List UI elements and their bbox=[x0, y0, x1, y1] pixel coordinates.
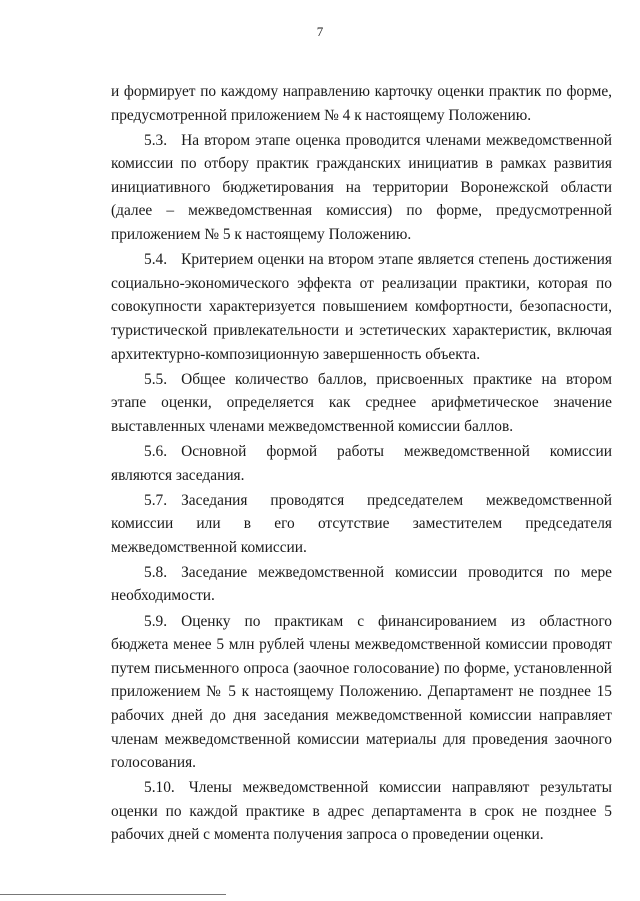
paragraph-5-6 bbox=[111, 440, 612, 487]
paragraph-number: 5.7. bbox=[144, 491, 168, 509]
paragraph-number: 5.8. bbox=[144, 563, 168, 581]
paragraph-text: Оценку по практикам с финансированием из областного бюджета менее 5 млн рублей члены межведомственной комиссии проводят путем письменного опроса (заочное голосование) по форме, установленной приложением № 5 к настоящему Положению. Департамент не позднее 15 рабочих дней до дня заседания межведомственной комиссии направляет членам межведомственной комиссии материалы для проведения заочного голосования. bbox=[111, 612, 612, 772]
paragraph-5-8 bbox=[111, 561, 612, 608]
paragraph-number: 5.3. bbox=[144, 131, 168, 149]
paragraph-5-3 bbox=[111, 129, 612, 247]
scan-edge-line bbox=[0, 894, 226, 895]
paragraph-text: Основной формой работы межведомственной комиссии являются заседания. bbox=[111, 442, 612, 484]
paragraph-number: 5.10. bbox=[144, 779, 175, 797]
document-body bbox=[111, 80, 612, 849]
paragraph-text: Критерием оценки на втором этапе является степень достижения социально-экономического эффекта от реализации практики, которая по совокупности характеризуется повышением комфортности, безопасности, туристической привлекательности и эстетических характеристик, включая архитектурно-композиционную завершенность объекта. bbox=[111, 251, 612, 363]
paragraph-5-7 bbox=[111, 489, 612, 560]
paragraph-5-10 bbox=[111, 776, 612, 847]
paragraph-5-4 bbox=[111, 248, 612, 366]
paragraph-text: Заседание межведомственной комиссии проводится по мере необходимости. bbox=[111, 563, 612, 605]
page-number: 7 bbox=[316, 24, 324, 39]
paragraph-5-5 bbox=[111, 368, 612, 439]
paragraph-number: 5.9. bbox=[144, 612, 168, 630]
paragraph-number: 5.6. bbox=[144, 442, 168, 460]
paragraph-text: На втором этапе оценка проводится членами межведомственной комиссии по отбору практик гражданских инициатив в рамках развития инициативного бюджетирования на территории Воронежской области (далее – межведомственная комиссия) по форме, предусмотренной приложением № 5 к настоящему Положению. bbox=[111, 131, 612, 244]
paragraph-number: 5.4. bbox=[144, 251, 168, 269]
paragraph-text: Члены межведомственной комиссии направляют результаты оценки по каждой практике в адрес департамента в срок не позднее 5 рабочих дней с момента получения запроса о проведении оценки. bbox=[111, 779, 612, 844]
paragraph-text: Заседания проводятся председателем межведомственной комиссии или в его отсутствие заместителем председателя межведомственной комиссии. bbox=[111, 491, 612, 556]
paragraph-text: и формирует по каждому направлению карточку оценки практик по форме, предусмотренной приложением № 4 к настоящему Положению. bbox=[111, 83, 612, 124]
paragraph-5-9 bbox=[111, 610, 612, 775]
paragraph-text: Общее количество баллов, присвоенных практике на втором этапе оценки, определяется как среднее арифметическое значение выставленных членами межведомственной комиссии баллов. bbox=[111, 370, 612, 435]
paragraph-number: 5.5. bbox=[144, 370, 168, 388]
paragraph-continuation bbox=[111, 80, 612, 127]
